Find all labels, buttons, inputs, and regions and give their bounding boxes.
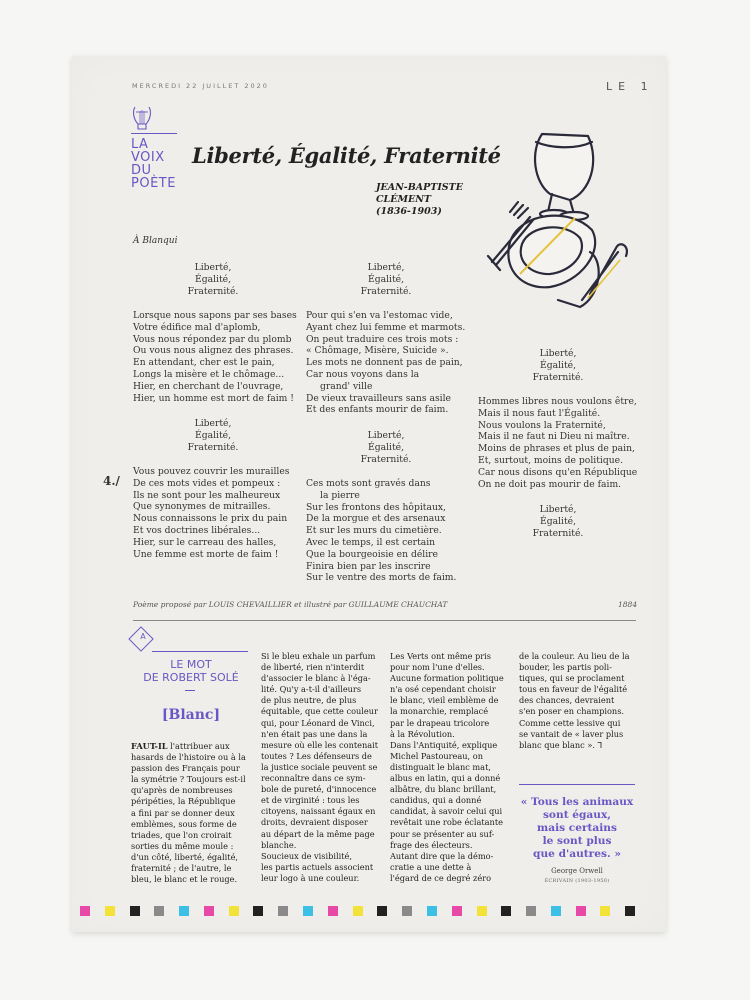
poem-number: 4./ (103, 474, 120, 488)
refrain-line: Liberté, (539, 348, 577, 359)
table-setting-illustration (470, 122, 640, 322)
quote-line: mais certains (537, 822, 617, 834)
verse-line: Longs la misère et le chômage... (133, 368, 285, 380)
article-line: candidat, à savoir celui qui (390, 806, 503, 817)
stanza-3 (306, 310, 465, 416)
rubric-rule (152, 651, 248, 652)
refrain-line: Égalité, (195, 273, 231, 285)
article-line: bole de pureté, d'innocence (261, 784, 377, 795)
article-line: Dans l'Antiquité, explique (390, 739, 498, 750)
section-logo (131, 138, 176, 190)
stanza-4 (306, 478, 456, 584)
article-line: citoyens, naissant égaux en (261, 806, 376, 817)
article-line: les partis actuels associent (261, 861, 374, 872)
verse-line: Hommes libres nous voulons être, (478, 396, 637, 407)
registration-mark (303, 906, 313, 916)
article-line: revêtait une robe éclatante (390, 817, 503, 828)
article-line: Michel Pastoureau, on (390, 750, 483, 761)
verse-line: Ils ne sont pour les malheureux (133, 489, 281, 501)
author-first-name: JEAN-BAPTISTE (376, 182, 463, 193)
refrain-line: Liberté, (367, 262, 405, 273)
registration-mark (130, 906, 140, 916)
rubric-dash (185, 690, 195, 691)
article-line: droits, devraient disposer (261, 817, 368, 828)
refrain-line: Liberté, (194, 262, 232, 273)
article-line: fraternité ; de l'autre, le (131, 863, 232, 874)
article-line: cratie a une dette à (390, 861, 472, 872)
poem-dedication: À Blanqui (133, 236, 178, 246)
registration-mark (105, 906, 115, 916)
registration-marks (80, 906, 660, 916)
refrain-line: Fraternité. (187, 441, 239, 453)
logo-line: VOIX (131, 150, 165, 165)
article-line: blanche. (261, 839, 297, 850)
article-line: la justice sociale peuvent se (261, 761, 378, 772)
quote-rule (519, 784, 635, 785)
registration-mark (526, 906, 536, 916)
article-column-2 (261, 651, 378, 884)
article-line: d'associer le blanc à l'éga- (261, 673, 371, 684)
registration-mark (600, 906, 610, 916)
verse-line: Et des enfants mourir de faim. (306, 404, 449, 416)
refrain-line: Fraternité. (187, 285, 239, 297)
refrain-line: Liberté, (194, 418, 232, 429)
verse-line: Moins de phrases et plus de pain, (478, 443, 635, 455)
verse-line: Sur le ventre des morts de faim. (306, 572, 457, 584)
article-line: distinguait le blanc mat, (390, 761, 491, 772)
poem-credits: Poème proposé par LOUIS CHEVAILLIER et illustré par GUILLAUME CHAUCHAT (133, 600, 448, 609)
article-line: qu'après de nombreuses (131, 785, 233, 796)
article-line: et de virginité : tous les (261, 795, 360, 806)
article-line: tiques, qui se proclament (519, 673, 625, 684)
badge-letter: A (140, 632, 146, 641)
article-line: l'égard de ce degré zéro (390, 872, 492, 883)
article-line: triades, que l'on croirait (131, 829, 232, 840)
stanza-2 (133, 466, 290, 560)
registration-mark (576, 906, 586, 916)
logo-line: DU (131, 163, 152, 178)
article-line: candidus, qui a donné (390, 795, 482, 806)
article-line: sorties du même moule : (131, 840, 234, 851)
verse-line: Car nous voyons dans la (306, 368, 420, 380)
verse-line: On ne doit pas mourir de faim. (478, 478, 622, 490)
refrain-line: Égalité, (368, 441, 404, 453)
registration-mark (477, 906, 487, 916)
verse-line: Vous nous répondez par du plomb (133, 333, 292, 345)
quote-line: sont égaux, (542, 809, 612, 821)
lyre-icon (131, 104, 153, 132)
article-line: a fini par se donner deux (131, 807, 235, 818)
article-word: [Blanc] (161, 707, 221, 723)
article-line: Si le bleu exhale un parfum (261, 651, 376, 661)
article-line: qui, pour Léonard de Vinci, (261, 717, 375, 728)
registration-mark (377, 906, 387, 916)
logo-divider (131, 133, 177, 134)
article-line: bouder, les partis poli- (519, 662, 612, 673)
stanza-5 (478, 396, 637, 490)
page-code: LE 1 (606, 80, 654, 93)
verse-line: Finira bien par les inscrire (306, 560, 431, 572)
verse-line: Ces mots sont gravés dans (306, 478, 431, 489)
registration-mark (278, 906, 288, 916)
verse-line: Ayant chez lui femme et marmots. (306, 321, 466, 333)
article-line: Aucune formation politique (390, 673, 504, 684)
registration-mark (328, 906, 338, 916)
verse-line: la pierre (320, 489, 360, 501)
article-line: la monarchie, remplacé (390, 706, 489, 717)
registration-mark (154, 906, 164, 916)
article-line: pour nom l'une d'elles. (390, 662, 485, 673)
refrain-line: Fraternité. (532, 527, 584, 539)
verse-line: Les mots ne donnent pas de pain, (306, 357, 463, 369)
refrain-line: Liberté, (539, 504, 577, 515)
article-line: par le drapeau tricolore (390, 717, 490, 728)
refrain (356, 430, 416, 465)
article-line: de liberté, rien n'interdit (261, 662, 365, 673)
article-line: emblèmes, sous forme de (131, 818, 237, 829)
article-line: au départ de la même page (261, 828, 375, 839)
registration-mark (353, 906, 363, 916)
article-line: d'un côté, liberté, égalité, (131, 851, 239, 862)
poem-year: 1884 (618, 600, 638, 609)
article-line: reconnaître dans ce sym- (261, 773, 366, 784)
article-line: de plus neutre, de plus (261, 695, 357, 706)
registration-mark (229, 906, 239, 916)
registration-mark (625, 906, 635, 916)
refrain (356, 262, 416, 297)
article-line-text: l'attribuer aux (167, 741, 230, 751)
verse-line: Ou vous nous alignez des phrases. (133, 345, 294, 357)
refrain (528, 504, 588, 539)
article-lead: FAUT-IL (131, 741, 168, 751)
verse-line: Vous pouvez couvrir les murailles (133, 466, 290, 477)
refrain (528, 348, 588, 383)
refrain-line: Égalité, (540, 515, 576, 527)
verse-line: De ces mots vides et pompeux : (133, 477, 281, 489)
article-line: leur logo à une couleur. (261, 872, 360, 883)
quote-author-role: ÉCRIVAIN (1903-1950) (544, 878, 610, 884)
logo-line: POÈTE (131, 176, 176, 191)
verse-line: Nous voulons la Fraternité, (478, 419, 606, 431)
poem-title: Liberté, Égalité, Fraternité (192, 143, 501, 168)
registration-mark (80, 906, 90, 916)
refrain (183, 262, 243, 297)
pull-quote (519, 796, 635, 861)
verse-line: Hier, sur le carreau des halles, (133, 536, 277, 548)
article-line: s'en poser en champions. (519, 706, 624, 717)
registration-mark (253, 906, 263, 916)
article-line: Comme cette lessive qui (519, 717, 621, 728)
registration-mark (551, 906, 561, 916)
article-line: toutes ? Les défenseurs de (261, 750, 372, 761)
section-divider (133, 620, 636, 621)
refrain-line: Égalité, (195, 429, 231, 441)
verse-line: « Chômage, Misère, Suicide ». (306, 345, 449, 357)
verse-line: Et sur les murs du cimetière. (306, 525, 442, 537)
article-line: des chances, devraient (519, 695, 615, 706)
article-line: albus en latin, qui a donné (390, 773, 501, 784)
article-line: Soucieux de visibilité, (261, 850, 352, 861)
article-line: équitable, que cette couleur (261, 706, 378, 717)
registration-mark (402, 906, 412, 916)
author-dates: (1836-1903) (376, 206, 442, 217)
refrain-line: Fraternité. (532, 371, 584, 383)
verse-line: Hier, un homme est mort de faim ! (133, 392, 294, 404)
refrain-line: Égalité, (540, 359, 576, 371)
rubric-line: DE ROBERT SOLÉ (143, 671, 239, 684)
verse-line: Une femme est morte de faim ! (133, 548, 279, 560)
verse-line: Avec le temps, il est certain (306, 536, 436, 548)
article-line: albâtre, du blanc brillant, (390, 784, 497, 795)
article-line: tous en faveur de l'égalité (519, 684, 628, 695)
rubric-line: LE MOT (170, 658, 212, 671)
verse-line: Que synonymes de mitrailles. (133, 501, 271, 513)
article-line: péripéties, la République (131, 796, 236, 807)
registration-mark (452, 906, 462, 916)
verse-line: Mais il ne faut ni Dieu ni maître. (478, 431, 630, 443)
article-line: lité. Qu'y a-t-il d'ailleurs (261, 684, 362, 695)
quote-line: « Tous les animaux (520, 796, 634, 808)
verse-line: Pour qui s'en va l'estomac vide, (306, 310, 453, 321)
quote-line: le sont plus (542, 835, 612, 847)
poem-author (376, 182, 463, 218)
article-line: n'a osé cependant choisir (390, 684, 496, 695)
verse-line: De la morgue et des arsenaux (306, 513, 446, 525)
verse-line: De vieux travailleurs sans asile (306, 392, 451, 404)
article-line: Les Verts ont même pris (390, 651, 491, 661)
article-line: passion des Français pour (131, 763, 240, 774)
verse-line: Lorsque nous sapons par ses bases (133, 310, 297, 321)
article-line: mesure où elle les contenait (261, 739, 379, 750)
issue-date: MERCREDI 22 JUILLET 2020 (132, 82, 269, 90)
registration-mark (179, 906, 189, 916)
verse-line: En attendant, cher est le pain, (133, 357, 275, 369)
refrain-line: Égalité, (368, 273, 404, 285)
verse-line: Votre édifice mal d'aplomb, (133, 321, 261, 333)
article-line: le blanc, vieil emblème de (390, 695, 499, 706)
article-line: frage des électeurs. (390, 839, 473, 850)
quote-line: que d'autres. » (533, 848, 621, 860)
rubric-title (140, 658, 242, 684)
registration-mark (501, 906, 511, 916)
article-line: à la Révolution. (390, 728, 455, 739)
logo-line: LA (131, 137, 149, 152)
verse-line: On peut traduire ces trois mots : (306, 333, 459, 345)
verse-line: Que la bourgeoisie en délire (306, 548, 438, 560)
article-line: n'en était pas une dans la (261, 728, 368, 739)
registration-mark (427, 906, 437, 916)
refrain (183, 418, 243, 453)
verse-line: Et vos doctrines libérales... (133, 524, 261, 536)
article-column-4 (519, 651, 629, 751)
article-line: hasards de l'histoire ou à la (131, 752, 246, 763)
article-line: la symétrie ? Toujours est-il (131, 774, 246, 785)
refrain-line: Fraternité. (360, 453, 412, 465)
registration-mark (204, 906, 214, 916)
article-column-3 (390, 651, 504, 884)
verse-line: Et, surtout, moins de politique. (478, 454, 623, 466)
stanza-1 (133, 310, 297, 404)
refrain-line: Liberté, (367, 430, 405, 441)
article-line (131, 741, 246, 752)
verse-line: Hier, en cherchant de l'ouvrage, (133, 380, 284, 392)
article-line: pour se présenter au suf- (390, 828, 495, 839)
article-line: bleu, le blanc et le rouge. (131, 874, 238, 885)
verse-line: Nous connaissons le prix du pain (133, 513, 288, 525)
refrain-line: Fraternité. (360, 285, 412, 297)
verse-line: Mais il nous faut l'Égalité. (478, 407, 601, 419)
article-line: blanc que blanc ». ⅂ (519, 739, 603, 750)
article-line: Autant dire que la démo- (390, 850, 494, 861)
author-last-name: CLÉMENT (376, 194, 431, 205)
article-line: de la couleur. Au lieu de la (519, 651, 630, 661)
verse-line: grand' ville (320, 380, 373, 392)
quote-author: George Orwell (551, 867, 603, 875)
article-line: se vantait de « laver plus (519, 728, 624, 739)
verse-line: Car nous disons qu'en République (478, 466, 638, 478)
article-column-1 (131, 741, 246, 885)
verse-line: Sur les frontons des hôpitaux, (306, 501, 446, 513)
